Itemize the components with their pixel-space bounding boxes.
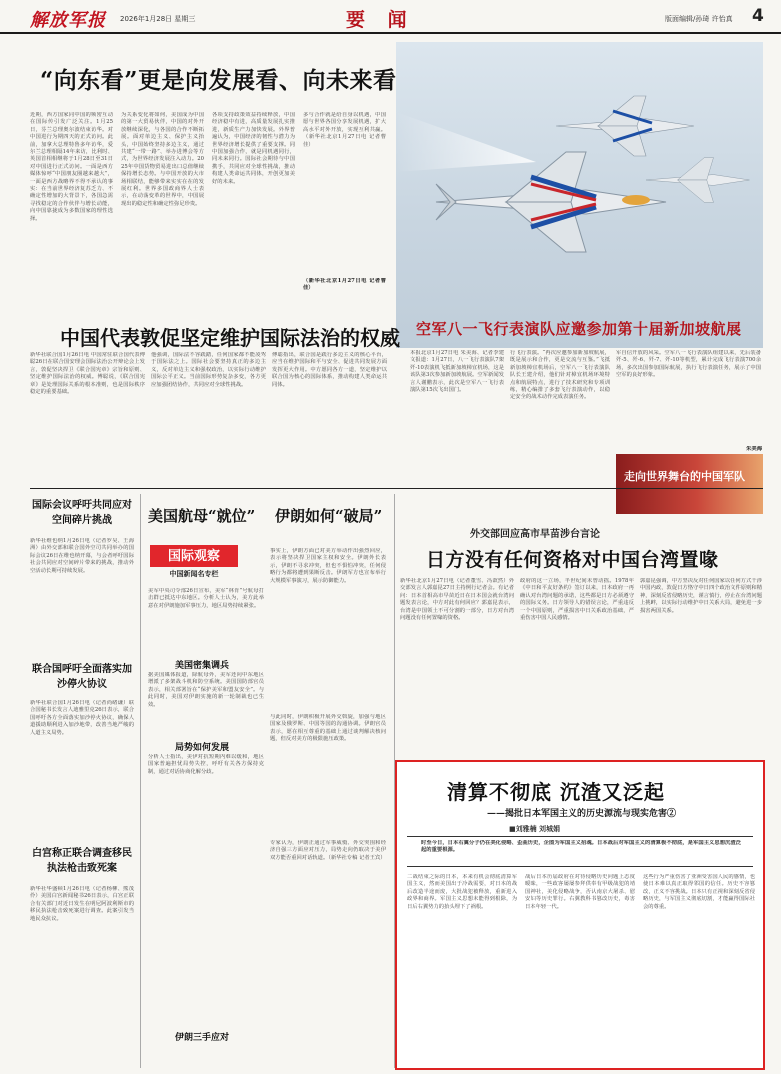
japan-col-2: 政府的这一立场，半世纪间未曾动摇。1978年《中日和平友好条约》签订以来，日本政府一再确认对台湾问题的承诺，这些都是日方必须遵守的国际义务。日方领导人的错误言论，严重违反一个中国原则，严重损害中日关系政治基础，严重伤害中国人民感情。 <box>520 578 634 622</box>
sidebar-text-2: 新华社联合国1月26日电（记者尚绪谦）联合国秘书长发言人迪雅里克26日表示，联合国呼吁各方全面落实加沙停火协议，确保人道援助顺利进入加沙地带，改善当地严峻的人道主义局势。 <box>30 700 134 736</box>
observe-headline-2: 伊朗如何“破局” <box>275 507 383 525</box>
japan-col-3: 郭嘉昆强调，中方坚决反对任何国家以任何方式干涉中国内政，敦促日方恪守中日四个政治文件原则和精神，深刻反省侵略历史，谨言慎行，停止在台湾问题上挑衅，以实际行动维护中日关系大局，避免进一步损害两国关系。 <box>640 578 762 614</box>
issue-date: 2026年1月28日 星期三 <box>120 15 196 23</box>
page-editor: 版面编辑/孙琦 许怡真 <box>665 15 733 23</box>
feature-col-1: 二战结束之际的日本，本来有机会彻底清算军国主义，然而美国出于冷战需要，对日本的战后改造半途而废，大批战犯被释放，重新进入政界和商界。军国主义思想未能得到根除，为日后右翼势力的抬头埋下了祸根。 <box>407 874 517 910</box>
observe-col2-c: 专家认为，伊朗正通过军事威慑、外交突围和经济自强三方面应对压力，局势走向仍取决于美伊双方能否重回对话轨道。（新华社专稿 记者王宾） <box>270 840 386 861</box>
lead-col-2: 为关系变化将如何，美国成为中国的第一大贸易伙伴，中国的对外开放继续深化，与各国的合作不断拓展。面对单边主义、保护主义抬头，中国始终坚持多边主义，通过共建“一带一路”、举办进博会等方式，为世界经济发展注入动力。2025年中国货物贸易进出口总值继续保持增长态势。与中国开放的大市场相联结，能够带来实实在在的发展红利。世界多国政商界人士表示，在动荡变革的世界中，中国展现出的稳定性和确定性弥足珍贵。 <box>121 112 204 207</box>
feature-col-3: 这些行为严重伤害了亚洲受害国人民的感情，也使日本难以真正取得邻国的信任。历史不容篡改，正义不容挑战。日本只有正视和深刻反省侵略历史，与军国主义彻底切割，才能赢得国际社会的尊重。 <box>643 874 755 910</box>
feature-box <box>395 760 765 1070</box>
article-headline: 中国代表敦促坚定维护国际法治的权威 <box>60 326 400 350</box>
feature-col-2: 战后日本历届政府在对待侵略历史问题上态度暧昧，一些政客屡屡参拜供奉有甲级战犯的靖国神社，美化侵略战争，否认南京大屠杀、慰安妇等历史罪行。右翼教科书篡改历史，毒害日本年轻一代。 <box>525 874 635 910</box>
lead-col-3: 各项支持政策效益持续释放，中国经济稳中有进，高质量发展扎实推进，新质生产力加快发展。外界普遍认为，中国经济的韧性与潜力为世界经济增长提供了重要支撑。同中国加强合作，就是同机遇同行，同未来同行。国际社会期待与中国携手，共同应对全球性挑战，推动构建人类命运共同体，开创更加美好的未来。 <box>212 112 295 185</box>
photo-caption: 空军八一飞行表演队应邀参加第十届新加坡航展 <box>416 320 742 338</box>
observe-pill: 国际观察 <box>150 545 238 567</box>
photo-body-1: 本报北京1月27日电 朱美海、记者李建文报道：1月27日，八一飞行表演队7架歼-10表演机飞抵新加坡樟宜机场，这是该队第3次参加新加坡航展。空军新闻发言人谢鹏表示，此次是空军八一飞行表演队第15次飞出国门。 <box>410 350 504 394</box>
observe-col1-c: 分析人士指出，美伊对抗短期内难以缓和，地区国家普遍担忧局势失控，呼吁有关各方保持克制，通过对话协商化解分歧。 <box>148 754 264 775</box>
feature-summary: 时至今日，日本右翼分子仍在美化侵略、歪曲历史，企图为军国主义招魂。日本战后对军国主义的清算极不彻底，是军国主义思想沉渣泛起的重要根源。 <box>421 840 741 854</box>
sidebar-divider <box>140 494 141 1068</box>
column-banner <box>616 454 763 514</box>
photo-body-2: 行飞行表演。“再次应邀参加新加坡航展，既是展示和合作，更是交流与互鉴。”飞抵新加坡樟宜机场后，空军八一飞行表演队队长王建介绍，他们针对樟宜机场环境特点和航展特点，进行了技术研究和专项训练，精心编排了多套飞行表演动作，以稳定安全的战术动作完成表演任务。 <box>510 350 610 401</box>
page-number: 4 <box>752 6 764 26</box>
feature-subtitle: ——揭批日本军国主义的历史源流与现实危害② <box>487 809 677 819</box>
observe-col1-a: 美军中央司令部26日宣布，美军“林肯”号航母打击群已抵达中东地区。分析人士认为，美方此举意在对伊朗施加军事压力，地区局势持续紧张。 <box>148 588 264 609</box>
sidebar-text-1: 新华社维也纳1月26日电（记者罗昊、王海洲）由外交部和联合国外空司共同举办的国际会议26日在维也纳开幕，与会者呼吁国际社会共同应对空间碎片带来的挑战，推动外空活动长期可持续发展。 <box>30 538 134 574</box>
lead-col-1: 近期，西方国家同中国的频密互动在国际传引发广泛关注。1月25日，芬兰总理奥尔波结束访华。对中国进行为期四天的正式访问。此前，加拿大总理特鲁多年访华，爱尔兰总理相隔14年来访，比利时、英国首相相继将于1月28日至31日对中国进行正式访问。一面是西方媒体惊呼“中国朋友圈越来越大”，一面是西方战略界不得不承认的事实：在当前世界经济复苏乏力、不确定性增加的大背景下，各国急需寻找稳定的合作伙伴与增长动能，向中国靠拢成为多数国家的理性选择。 <box>30 112 113 222</box>
sidebar-text-3: 新华社华盛顿1月26日电（记者杨柳、熊茂伶）美国白宫新闻秘书26日表示，白宫正联合有关部门对近日发生在明尼阿波利斯市的移民执法枪击致死案进行调查。此案引发当地民众抗议。 <box>30 886 134 922</box>
observe-subhead-2: 局势如何发展 <box>175 743 230 753</box>
article-col-3: 傅聪指出，联合国是践行多边主义的核心平台，应当在维护国际和平与安全、促进共同发展方面发挥更大作用。中方愿同各方一道，坚定维护以联合国为核心的国际体系，推动构建人类命运共同体。 <box>272 352 387 388</box>
feature-rule-top <box>407 836 753 837</box>
article-col-1: 新华社联合国1月26日电 中国常驻联合国代表傅聪26日在联合国安理会国际法治公开辩论会上发言，敦促坚决捍卫《联合国宪章》宗旨和原则、坚定维护国际法治的权威。傅聪说，《联合国宪章》是处理国际关系的根本准则，也是国际秩序稳定的重要基础。 <box>30 352 145 396</box>
article-col-2: 他强调，国际法不容践踏，任何国家都不能凌驾于国际法之上。国际社会要坚持真正的多边主义，反对单边主义和强权政治，以实际行动维护国际公平正义。当前国际形势复杂多变，各方更应加强团结协作，共同应对全球性挑战。 <box>151 352 266 388</box>
lead-byline: （新华社北京1月27日电 记者曹佳） <box>303 278 386 292</box>
sidebar-headline-3: 白宫称正联合调查移民执法枪击致死案 <box>32 848 132 874</box>
section-title: 要 闻 <box>346 9 415 31</box>
sidebar-headline-2: 联合国呼吁全面落实加沙停火协议 <box>32 664 132 690</box>
observe-subhead-3: 伊朗三手应对 <box>175 1033 230 1043</box>
observe-col2-a: 事实上，伊朗方面已对美方举动作出强烈回应，表示将坚决捍卫国家主权和安全。伊朗外长表示，伊朗不寻求冲突，但也不惧怕冲突，任何侵略行为都将遭到果断反击。伊朗军方也宣布举行大规模军事演习，展示防御能力。 <box>270 548 386 584</box>
observe-headline-1: 美国航母“就位” <box>148 507 256 525</box>
observe-subtag: 中国新闻名专栏 <box>169 571 219 578</box>
sidebar-headline-1: 国际会议呼吁共同应对空间碎片挑战 <box>32 500 132 526</box>
observe-col2-b: 与此同时，伊朗积极开展外交斡旋，加强与地区国家及俄罗斯、中国等国的沟通协调。伊朗官员表示，愿在相互尊重的基础上通过谈判解决核问题，但反对美方的极限施压政策。 <box>270 714 386 743</box>
air-show-photo <box>396 42 763 348</box>
lead-col-4: 多与合作就是给自身以机遇，中国愿与世界各国分享发展机遇，扩大高水平对外开放，实现互利共赢。（新华社北京1月27日电 记者曹佳） <box>303 112 386 148</box>
japan-col-1: 新华社北京1月27日电（记者董雪、冯歆然）外交部发言人郭嘉昆27日主持例行记者会。有记者问：日本首相高市早苗近日在日本国会就台湾问题发表言论，中方对此有何回应？郭嘉昆表示，台湾是中国领土不可分割的一部分，日方对台湾问题没有任何置喙的资格。 <box>400 578 514 622</box>
masthead-logo: 解放军报 <box>30 10 106 31</box>
banner-label: 走向世界舞台的中国军队 <box>624 471 745 483</box>
page-header <box>0 0 781 34</box>
photo-byline: 朱美海 <box>746 446 762 452</box>
feature-byline: ■刘雅楠 刘城娟 <box>509 824 561 833</box>
japan-headline: 日方没有任何资格对中国台湾置喙 <box>426 549 719 571</box>
jet-formation-icon <box>396 42 763 348</box>
photo-body-3: 军自信开放的风采。空军八一飞行表演队组建以来，先后装备歼-5、歼-6、歼-7、歼-10等机型，累计完成飞行表演700余场，多次出国参加国际航展，执行飞行表演任务，展示了中国空军的良好形象。 <box>616 350 761 379</box>
observe-subhead-1: 美国密集调兵 <box>175 661 230 671</box>
feature-headline: 清算不彻底 沉渣又泛起 <box>447 780 665 804</box>
japan-kicker: 外交部回应高市早苗涉台言论 <box>470 529 600 540</box>
feature-rule-bottom <box>407 866 753 867</box>
lead-headline: “向东看”更是向发展看、向未来看 <box>40 67 397 94</box>
observe-col1-b: 据美国媒体报道，除航母外，美军还向中东地区增派了多架战斗机和防空系统。美国国防部官员表示，相关部署旨在“保护美军和盟友安全”。与此同时，美国对伊朗实施的新一轮制裁也已生效。 <box>148 672 264 708</box>
section-divider <box>30 488 763 489</box>
